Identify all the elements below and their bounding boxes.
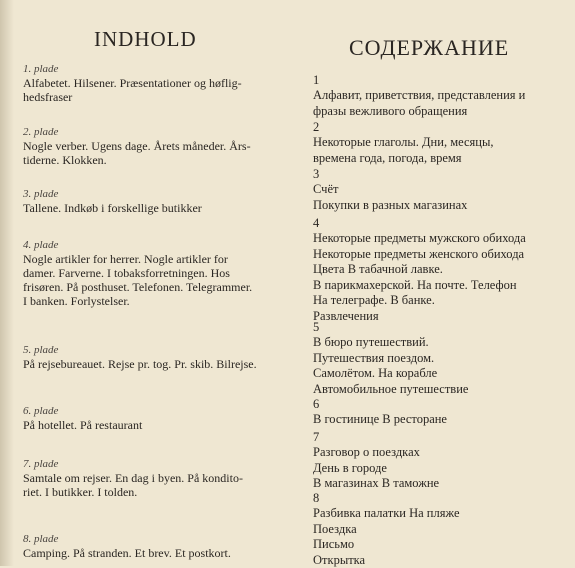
russian-entry-4: [313, 216, 526, 324]
record-number: 6. plade: [23, 404, 142, 418]
russian-entry-5: [313, 320, 468, 397]
record-number: 2. plade: [23, 125, 251, 139]
russian-entry-2: [313, 120, 493, 166]
russian-entry-3: [313, 167, 467, 213]
record-number: 7. plade: [23, 457, 243, 471]
entry-line: Nogle artikler for herrer. Nogle artikler for: [23, 252, 252, 266]
record-number: 3. plade: [23, 187, 202, 201]
entry-line: Письмо: [313, 537, 460, 553]
russian-entry-1: [313, 73, 525, 119]
entry-line: Tallene. Indkøb i forskellige butikker: [23, 201, 202, 215]
entry-line: tiderne. Klokken.: [23, 153, 251, 167]
entry-line: Счёт: [313, 182, 467, 198]
danish-entry-1: [23, 62, 242, 104]
entry-line: Автомобильное путешествие: [313, 382, 468, 398]
entry-line: В гостинице В ресторане: [313, 412, 447, 428]
entry-line: Развлечения: [313, 309, 526, 325]
entry-line: Покупки в разных магазинах: [313, 198, 467, 214]
entry-line: Samtale om rejser. En dag i byen. På kondito-: [23, 471, 243, 485]
entry-line: damer. Farverne. I tobaksforretningen. Hos: [23, 266, 252, 280]
entry-line: I banken. Forlystelser.: [23, 294, 252, 308]
record-number: 5: [313, 320, 468, 335]
record-number: 8. plade: [23, 532, 231, 546]
entry-line: Поездка: [313, 522, 460, 538]
contents-title-danish: INDHOLD: [94, 27, 197, 52]
entry-line: Разбивка палатки На пляже: [313, 506, 460, 522]
entry-line: На телеграфе. В банке.: [313, 293, 526, 309]
entry-line: Самолётом. На корабле: [313, 366, 468, 382]
entry-line: Camping. På stranden. Et brev. Et postkort.: [23, 546, 231, 560]
entry-line: frisøren. På posthuset. Telefonen. Telegrammer.: [23, 280, 252, 294]
record-number: 1. plade: [23, 62, 242, 76]
entry-line: День в городе: [313, 461, 439, 477]
danish-entry-3: [23, 187, 202, 215]
russian-entry-8: [313, 491, 460, 568]
entry-line: Некоторые глаголы. Дни, месяцы,: [313, 135, 493, 151]
entry-line: Путешествия поездом.: [313, 351, 468, 367]
entry-line: фразы вежливого обращения: [313, 104, 525, 120]
entry-line: Alfabetet. Hilsener. Præsentationer og høflig-: [23, 76, 242, 90]
danish-entry-6: [23, 404, 142, 432]
page-gutter-shadow: [0, 0, 14, 566]
entry-line: Разговор о поездках: [313, 445, 439, 461]
record-number: 4: [313, 216, 526, 231]
danish-entry-8: [23, 532, 231, 560]
entry-line: В парикмахерской. На почте. Телефон: [313, 278, 526, 294]
record-number: 5. plade: [23, 343, 257, 357]
danish-entry-7: [23, 457, 243, 499]
russian-entry-7: [313, 430, 439, 492]
russian-entry-6: [313, 397, 447, 428]
record-number: 6: [313, 397, 447, 412]
entry-line: På rejsebureauet. Rejse pr. tog. Pr. skib. Bilrejse.: [23, 357, 257, 371]
entry-line: På hotellet. På restaurant: [23, 418, 142, 432]
entry-line: Nogle verber. Ugens dage. Årets måneder. Års-: [23, 139, 251, 153]
record-number: 8: [313, 491, 460, 506]
entry-line: Некоторые предметы мужского обихода: [313, 231, 526, 247]
danish-entry-2: [23, 125, 251, 167]
entry-line: времена года, погода, время: [313, 151, 493, 167]
entry-line: hedsfraser: [23, 90, 242, 104]
record-number: 3: [313, 167, 467, 182]
contents-title-russian: СОДЕРЖАНИЕ: [349, 35, 509, 61]
danish-entry-5: [23, 343, 257, 371]
danish-entry-4: [23, 238, 252, 308]
record-number: 2: [313, 120, 493, 135]
entry-line: В магазинах В таможне: [313, 476, 439, 492]
entry-line: riet. I butikker. I tolden.: [23, 485, 243, 499]
entry-line: Цвета В табачной лавке.: [313, 262, 526, 278]
record-number: 1: [313, 73, 525, 88]
record-number: 7: [313, 430, 439, 445]
record-number: 4. plade: [23, 238, 252, 252]
entry-line: Алфавит, приветствия, представления и: [313, 88, 525, 104]
entry-line: В бюро путешествий.: [313, 335, 468, 351]
entry-line: Открытка: [313, 553, 460, 568]
entry-line: Некоторые предметы женского обихода: [313, 247, 526, 263]
